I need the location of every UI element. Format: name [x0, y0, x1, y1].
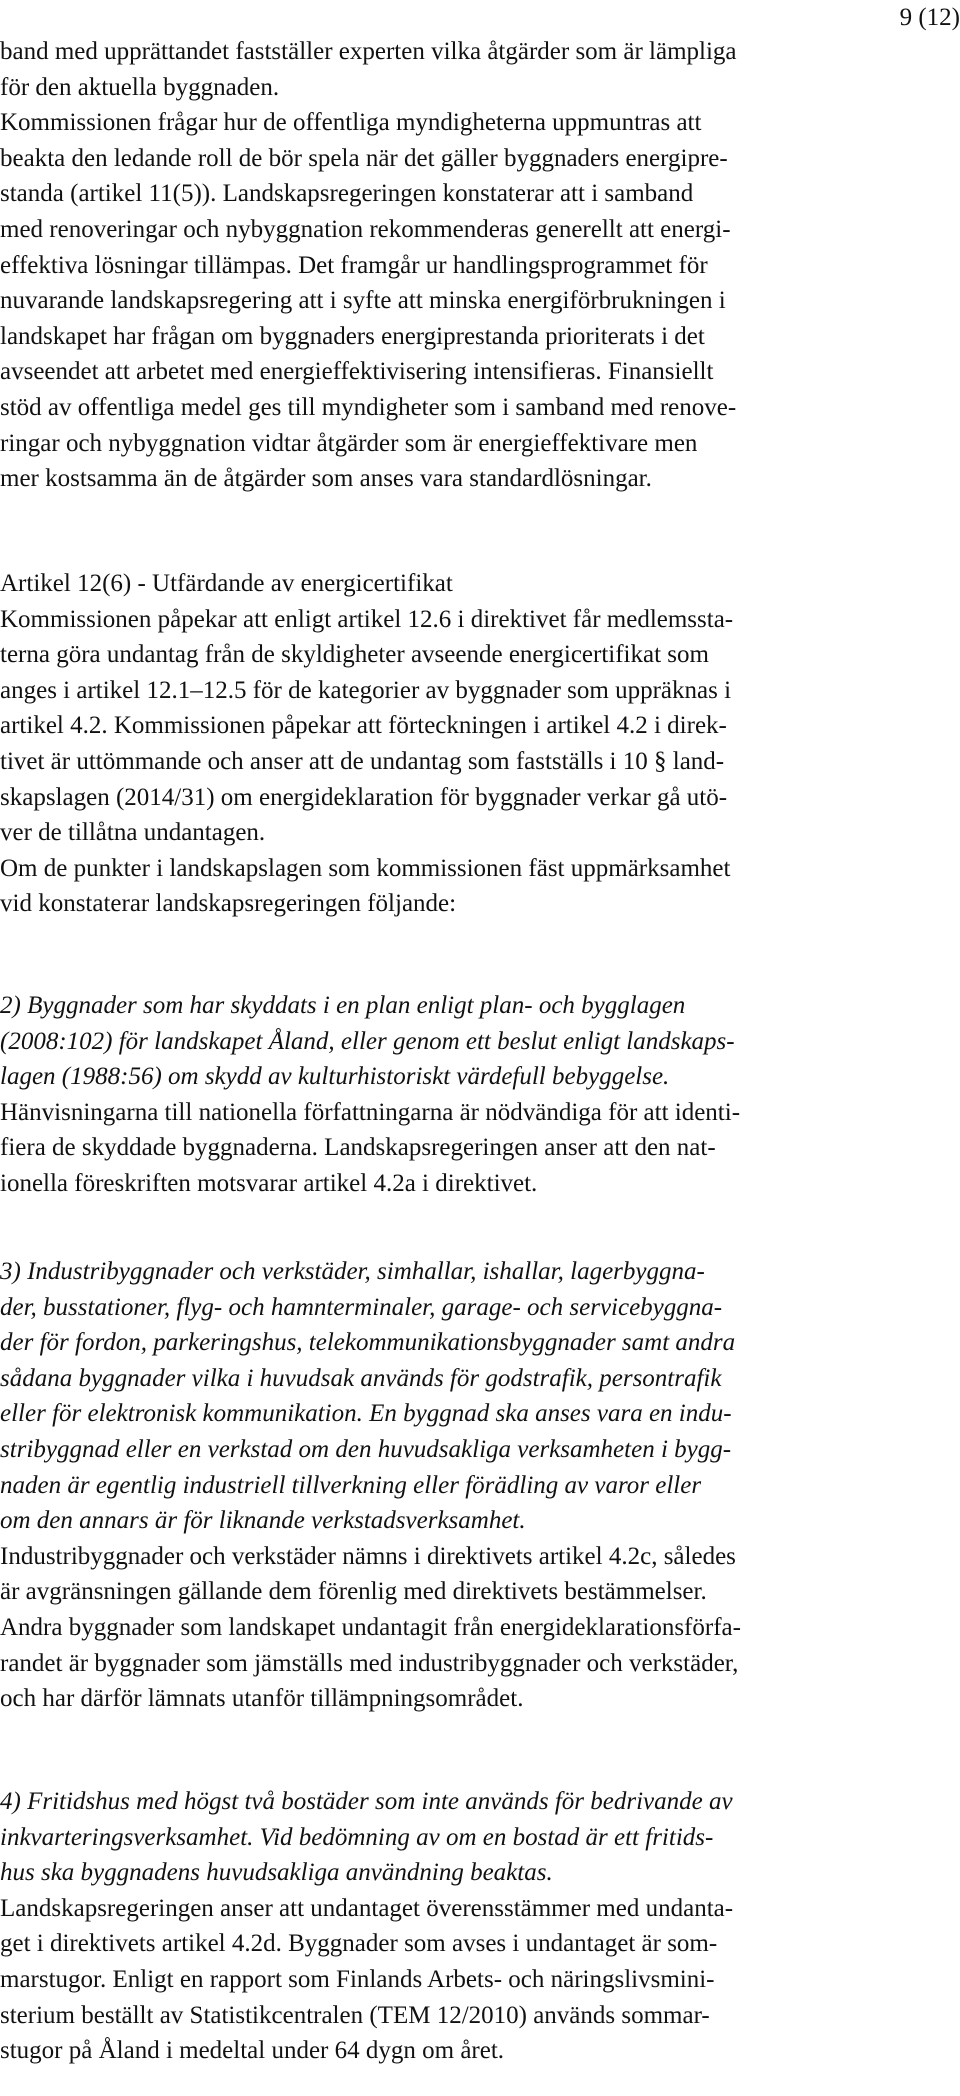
text-line: avseendet att arbetet med energieffektivisering intensifieras. Finansiellt [0, 358, 714, 386]
text-line: terna göra undantag från de skyldigheter avseende energicertifikat som [0, 641, 709, 669]
text-line: der för fordon, parkeringshus, telekommunikationsbyggnader samt andra [0, 1329, 736, 1357]
paragraph-point-4-body [0, 1891, 960, 2069]
text-line: stugor på Åland i medeltal under 64 dygn om året. [0, 2037, 505, 2065]
text-line: Andra byggnader som landskapet undantagit från energideklarationsförfa- [0, 1613, 741, 1641]
text-line: mer kostsamma än de åtgärder som anses vara standardlösningar. [0, 465, 652, 493]
text-line: band med upprättandet fastställer experten vilka åtgärder som är lämpliga [0, 38, 737, 65]
text-line: Hänvisningarna till nationella författningarna är nödvändiga för att identi- [0, 1098, 741, 1126]
text-line: anges i artikel 12.1–12.5 för de kategorier av byggnader som uppräknas i [0, 676, 732, 704]
text-line: är avgränsningen gällande dem förenlig med direktivets bestämmelser. [0, 1578, 707, 1606]
text-line: 4) Fritidshus med högst två bostäder som inte används för bedrivande av [0, 1788, 733, 1815]
text-line: 2) Byggnader som har skyddats i en plan enligt plan- och bygglagen [0, 992, 686, 1019]
paragraph-point-2-heading [0, 988, 960, 1095]
text-line: der, busstationer, flyg- och hamnterminaler, garage- och servicebyggna- [0, 1293, 723, 1321]
text-line: nuvarande landskapsregering att i syfte att minska energiförbrukningen i [0, 287, 726, 315]
text-line: beakta den ledande roll de bör spela när det gäller byggnaders energipre- [0, 144, 728, 172]
paragraph-point-2-body [0, 1095, 960, 1202]
text-line: stribyggnad eller en verkstad om den huvudsakliga verksamheten i bygg- [0, 1435, 732, 1463]
text-line: Industribyggnader och verkstäder nämns i direktivets artikel 4.2c, således [0, 1542, 736, 1570]
text-line: (2008:102) för landskapet Åland, eller genom ett beslut enligt landskaps- [0, 1027, 735, 1055]
text-line: hus ska byggnadens huvudsakliga användning beaktas. [0, 1859, 553, 1887]
text-line: ringar och nybyggnation vidtar åtgärder som är energieffektivare men [0, 429, 698, 457]
text-line: skapslagen (2014/31) om energideklaration för byggnader verkar gå utö- [0, 783, 728, 811]
page-number: 9 (12) [899, 4, 960, 31]
text-line: Kommissionen frågar hur de offentliga myndigheterna uppmuntras att [0, 109, 702, 137]
text-line: om den annars är för liknande verkstadsverksamhet. [0, 1507, 526, 1535]
text-line: med renoveringar och nybyggnation rekommenderas generellt att energi- [0, 215, 731, 243]
text-line: sådana byggnader vilka i huvudsak används för godstrafik, persontrafik [0, 1364, 722, 1392]
text-line: ionella föreskriften motsvarar artikel 4.2a i direktivet. [0, 1169, 538, 1197]
text-line: get i direktivets artikel 4.2d. Byggnader som avses i undantaget är som- [0, 1930, 718, 1958]
paragraph-intro [0, 34, 960, 497]
text-line: Landskapsregeringen anser att undantaget överensstämmer med undanta- [0, 1894, 734, 1922]
text-line: eller för elektronisk kommunikation. En byggnad ska anses vara en indu- [0, 1400, 732, 1428]
paragraph-point-4-heading [0, 1784, 960, 1891]
paragraph-point-3-heading [0, 1254, 960, 1539]
text-line: naden är egentlig industriell tillverkning eller förädling av varor eller [0, 1471, 702, 1499]
text-line: inkvarteringsverksamhet. Vid bedömning av om en bostad är ett fritids- [0, 1823, 714, 1851]
text-line: Artikel 12(6) - Utfärdande av energicertifikat [0, 570, 453, 597]
text-line: Om de punkter i landskapslagen som kommissionen fäst uppmärksamhet [0, 854, 731, 882]
text-line: ver de tillåtna undantagen. [0, 819, 266, 847]
text-line: stöd av offentliga medel ges till myndigheter som i samband med renove- [0, 393, 737, 421]
text-line: för den aktuella byggnaden. [0, 73, 280, 101]
text-line: landskapet har frågan om byggnaders energiprestanda prioriterats i det [0, 322, 705, 350]
text-line: fiera de skyddade byggnaderna. Landskapsregeringen anser att den nat- [0, 1134, 716, 1162]
text-line: randet är byggnader som jämställs med industribyggnader och verkstäder, [0, 1649, 739, 1677]
text-line: vid konstaterar landskapsregeringen följande: [0, 890, 457, 918]
text-line: Kommissionen påpekar att enligt artikel 12.6 i direktivet får medlemssta- [0, 605, 734, 633]
text-line: sterium beställt av Statistikcentralen (TEM 12/2010) används sommar- [0, 2001, 710, 2029]
text-line: lagen (1988:56) om skydd av kulturhistoriskt värdefull bebyggelse. [0, 1063, 670, 1091]
paragraph-point-3-body [0, 1539, 960, 1717]
text-line: tivet är uttömmande och anser att de undantag som fastställs i 10 § land- [0, 747, 725, 775]
text-line: standa (artikel 11(5)). Landskapsregeringen konstaterar att i samband [0, 180, 694, 208]
text-line: och har därför lämnats utanför tillämpningsområdet. [0, 1685, 524, 1713]
text-line: 3) Industribyggnader och verkstäder, simhallar, ishallar, lagerbyggna- [0, 1258, 705, 1285]
paragraph-article-12-6 [0, 566, 960, 922]
text-line: marstugor. Enligt en rapport som Finlands Arbets- och näringslivsmini- [0, 1965, 715, 1993]
text-line: artikel 4.2. Kommissionen påpekar att förteckningen i artikel 4.2 i direk- [0, 712, 727, 740]
text-line: effektiva lösningar tillämpas. Det framgår ur handlingsprogrammet för [0, 251, 708, 279]
